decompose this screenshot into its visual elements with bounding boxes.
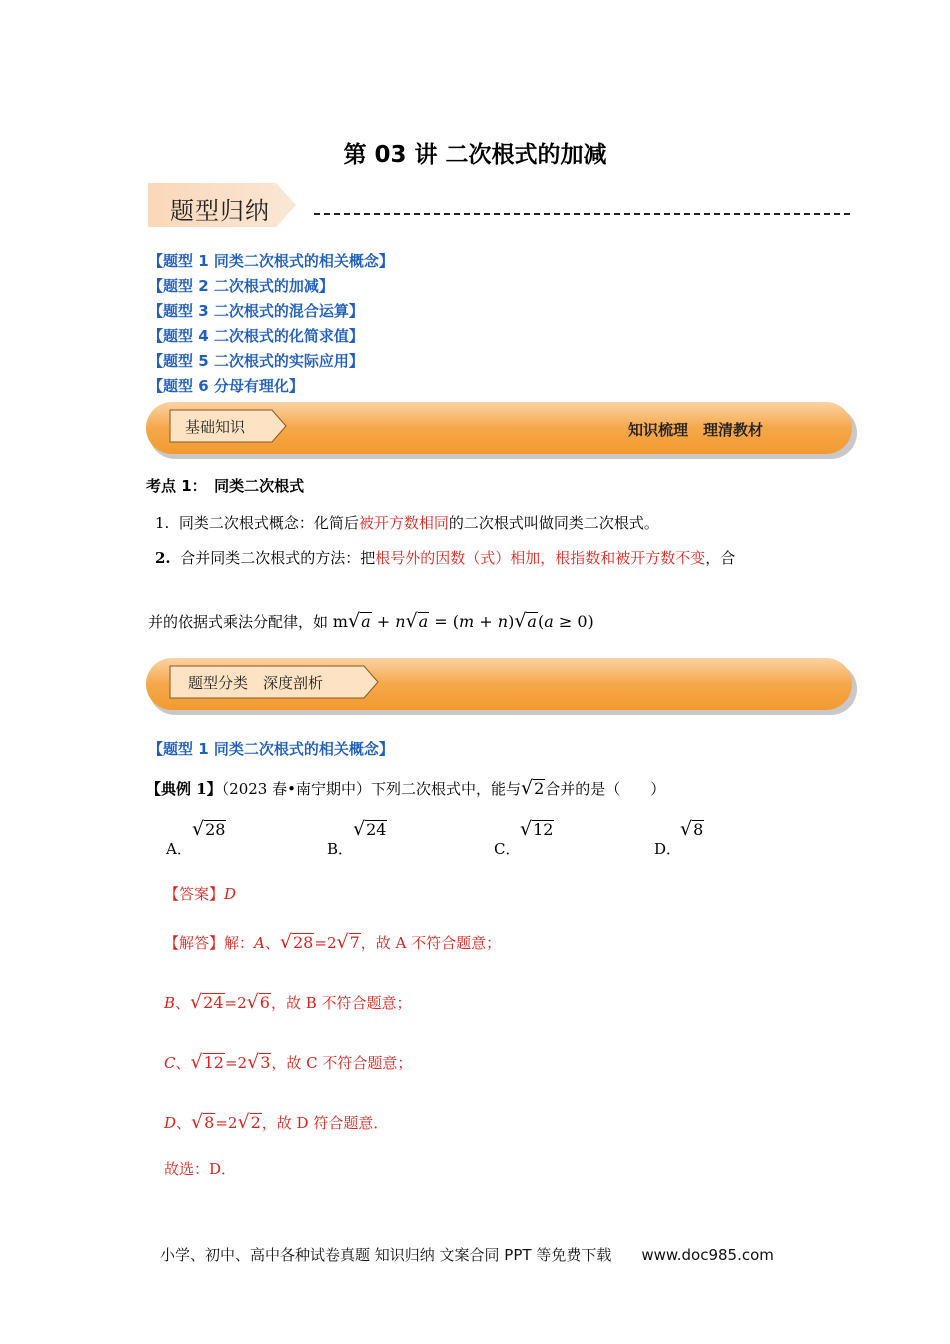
option-b[interactable] [327,838,353,859]
example-question [146,777,665,799]
banner1-label: 基础知识 [185,418,246,436]
section-tag: 题型归纳 [170,197,270,225]
text: 的二次根式叫做同类二次根式。 [448,514,659,532]
solution-line-a: 【解答】解：A、√28=2√7，故 A 不符合题意； [164,931,502,953]
solution-label: 【解答】 [164,934,225,952]
toc-item[interactable]: 【题型 1 同类二次根式的相关概念】 [148,252,394,270]
option-letter: C． [494,840,521,858]
footer-text: 小学、初中、高中各种试卷真题 知识归纳 文案合同 PPT 等免费下载 www.doc985.com [160,1246,774,1264]
option-letter: A． [166,840,192,858]
answer-label: 【答案】 [164,885,225,903]
highlight-text: 被开方数相同 [358,514,449,532]
text: 合并同类二次根式的方法：把 [180,549,376,567]
toc-item[interactable]: 【题型 6 分母有理化】 [148,377,304,395]
list-number: 2. [155,549,171,567]
toc-item[interactable]: 【题型 2 二次根式的加减】 [148,277,334,295]
text: 并的依据式乘法分配律，如 [148,613,329,631]
answer-line [164,883,236,904]
highlight-text: 根号外的因数（式）相加，根指数和被开方数不变 [375,549,706,567]
kaodian-heading: 考点 1： 同类二次根式 [146,477,305,495]
solution-line-b: B、√24=2√6，故 B 不符合题意； [164,991,412,1013]
option-a-radical: √28 [192,818,226,840]
list-number: 1. [155,514,170,532]
option-letter: B． [327,840,354,858]
method-paragraph [155,547,735,568]
solution-line-c: C、√12=2√3，故 C 不符合题意； [164,1051,413,1073]
conclusion: 故选：D． [164,1160,237,1178]
dashed-divider [314,213,850,215]
page-title: 第 03 讲 二次根式的加减 [343,142,607,168]
solution-line-d: D、√8=2√2，故 D 符合题意． [164,1111,389,1133]
option-c[interactable] [494,838,520,859]
option-d[interactable] [654,838,681,859]
question-text: （2023 春•南宁期中）下列二次根式中，能与 [221,780,521,798]
concept-paragraph [155,512,659,533]
toc-item[interactable]: 【题型 3 二次根式的混合运算】 [148,302,364,320]
banner1-subtitle: 知识梳理 理清教材 [628,421,764,439]
toc-list [148,249,394,399]
answer-value: D [224,885,237,903]
formula-paragraph [148,610,594,632]
option-d-radical: √8 [680,818,704,840]
option-a[interactable] [166,838,192,859]
banner2-label: 题型分类 深度剖析 [188,674,324,692]
question-tail: 合并的是（ ） [545,780,666,798]
option-letter: D． [654,840,682,858]
option-b-radical: √24 [353,818,387,840]
toc-item[interactable]: 【题型 5 二次根式的实际应用】 [148,352,364,370]
distribution-formula: m√a + n√a = (m + n)√a(a ≥ 0) [332,610,594,632]
option-c-radical: √12 [520,818,554,840]
type1-heading: 【题型 1 同类二次根式的相关概念】 [148,740,394,758]
toc-item[interactable]: 【题型 4 二次根式的化简求值】 [148,327,364,345]
text: 同类二次根式概念：化简后 [178,514,359,532]
sqrt-expression: √2 [520,777,545,799]
text: ，合 [705,549,736,567]
example-label: 【典例 1】 [146,780,222,798]
